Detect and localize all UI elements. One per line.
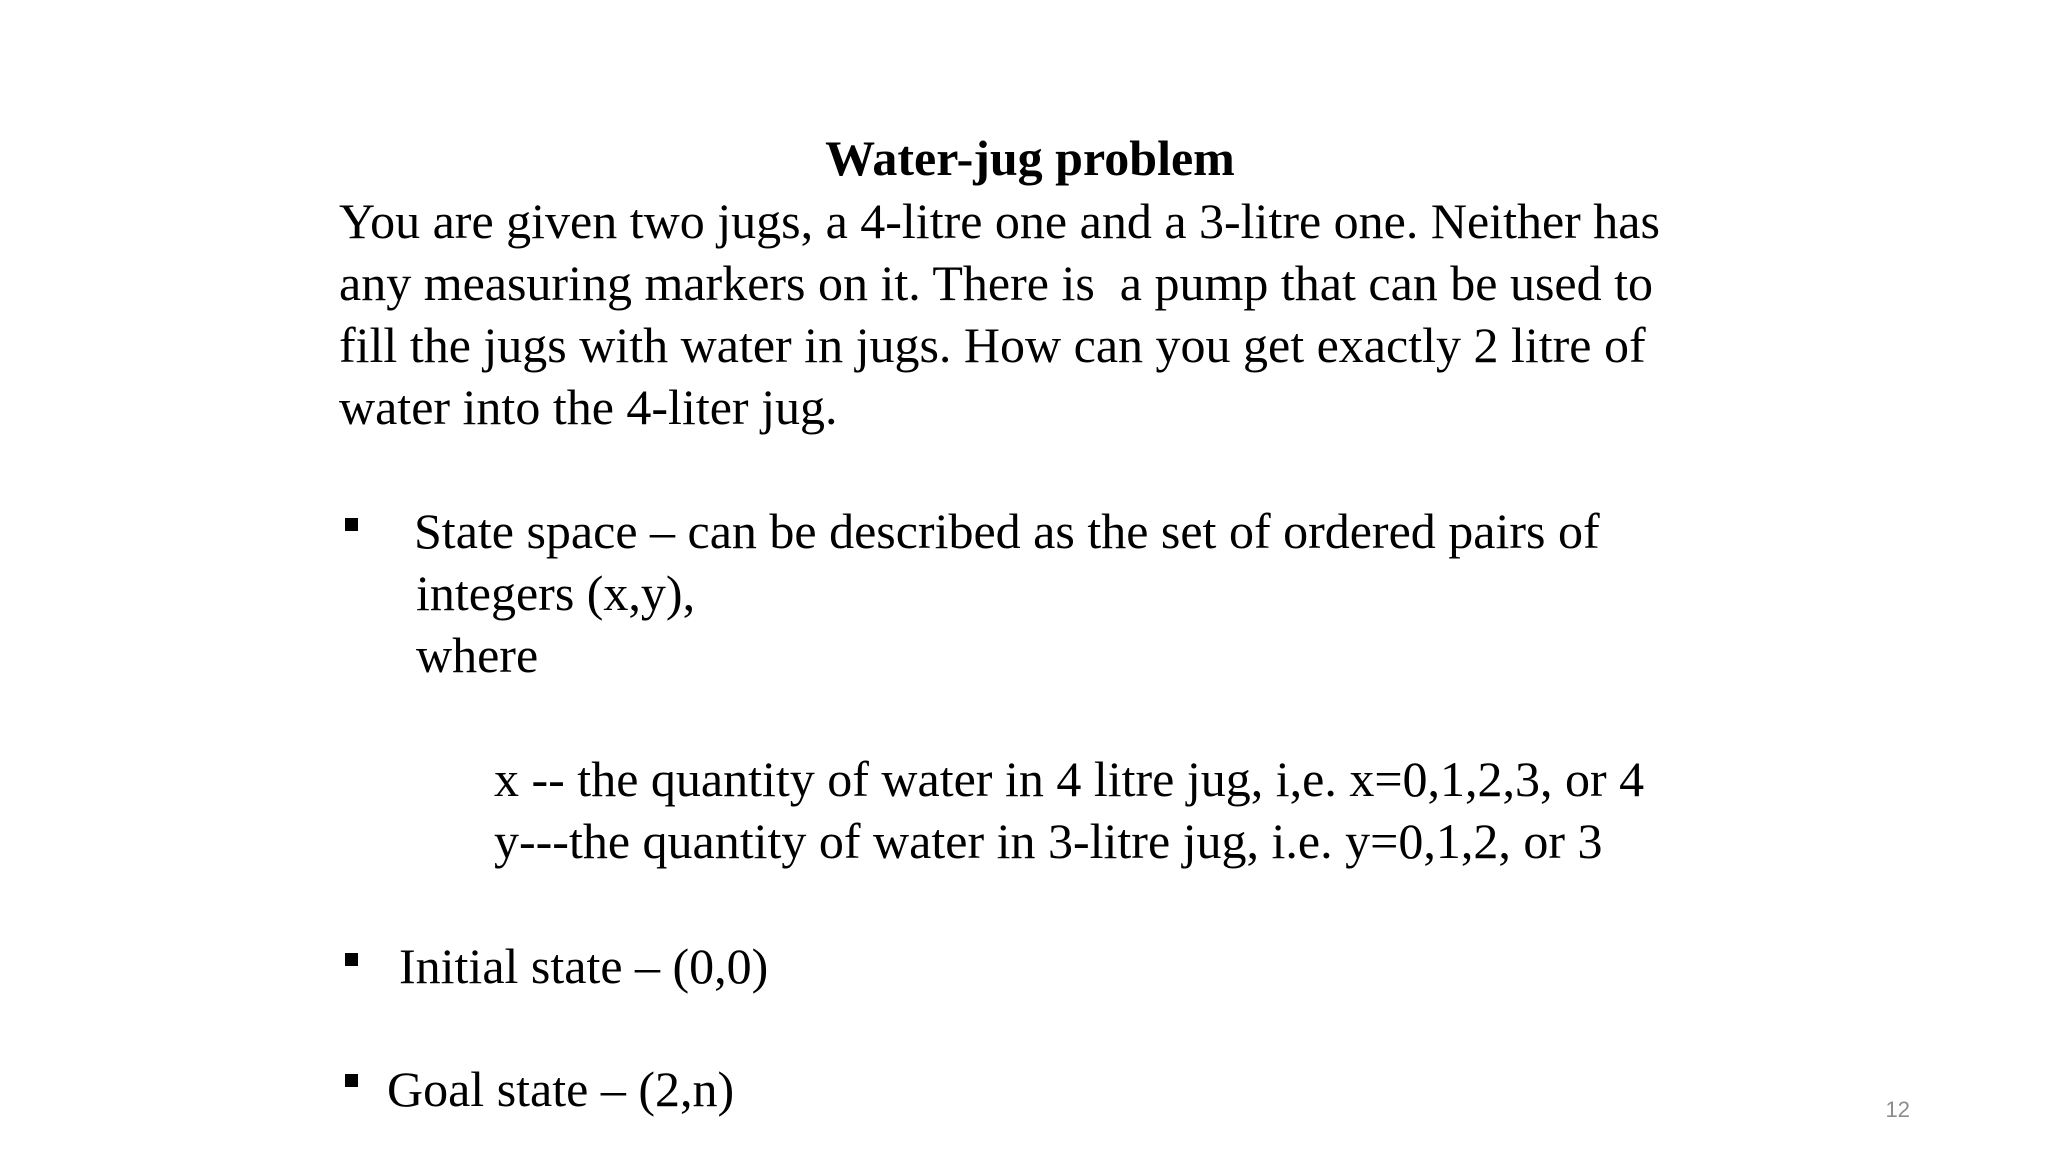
state-space-line: integers (x,y),: [416, 565, 696, 621]
bullet-square-icon: [345, 953, 358, 966]
intro-line: fill the jugs with water in jugs. How can you get exactly 2 litre of: [339, 317, 1646, 373]
bullet-square-icon: [345, 518, 358, 531]
page-number: 12: [1885, 1097, 1910, 1122]
slide-title: Water-jug problem: [825, 130, 1235, 186]
intro-paragraph: [339, 190, 1739, 438]
initial-state-text: Initial state – (0,0): [399, 938, 769, 994]
state-space-line: State space – can be described as the set of ordered pairs of: [414, 503, 1600, 559]
state-space-line: where: [416, 627, 539, 683]
definition-y: y---the quantity of water in 3-litre jug, i.e. y=0,1,2, or 3: [494, 813, 1603, 869]
intro-line: You are given two jugs, a 4-litre one and a 3-litre one. Neither has: [339, 193, 1660, 249]
intro-line: water into the 4-liter jug.: [339, 379, 838, 435]
goal-state-text: Goal state – (2,n): [387, 1061, 735, 1117]
intro-line: any measuring markers on it. There is a pump that can be used to: [339, 255, 1653, 311]
bullet-square-icon: [345, 1074, 358, 1087]
definition-x: x -- the quantity of water in 4 litre jug, i,e. x=0,1,2,3, or 4: [494, 751, 1645, 807]
